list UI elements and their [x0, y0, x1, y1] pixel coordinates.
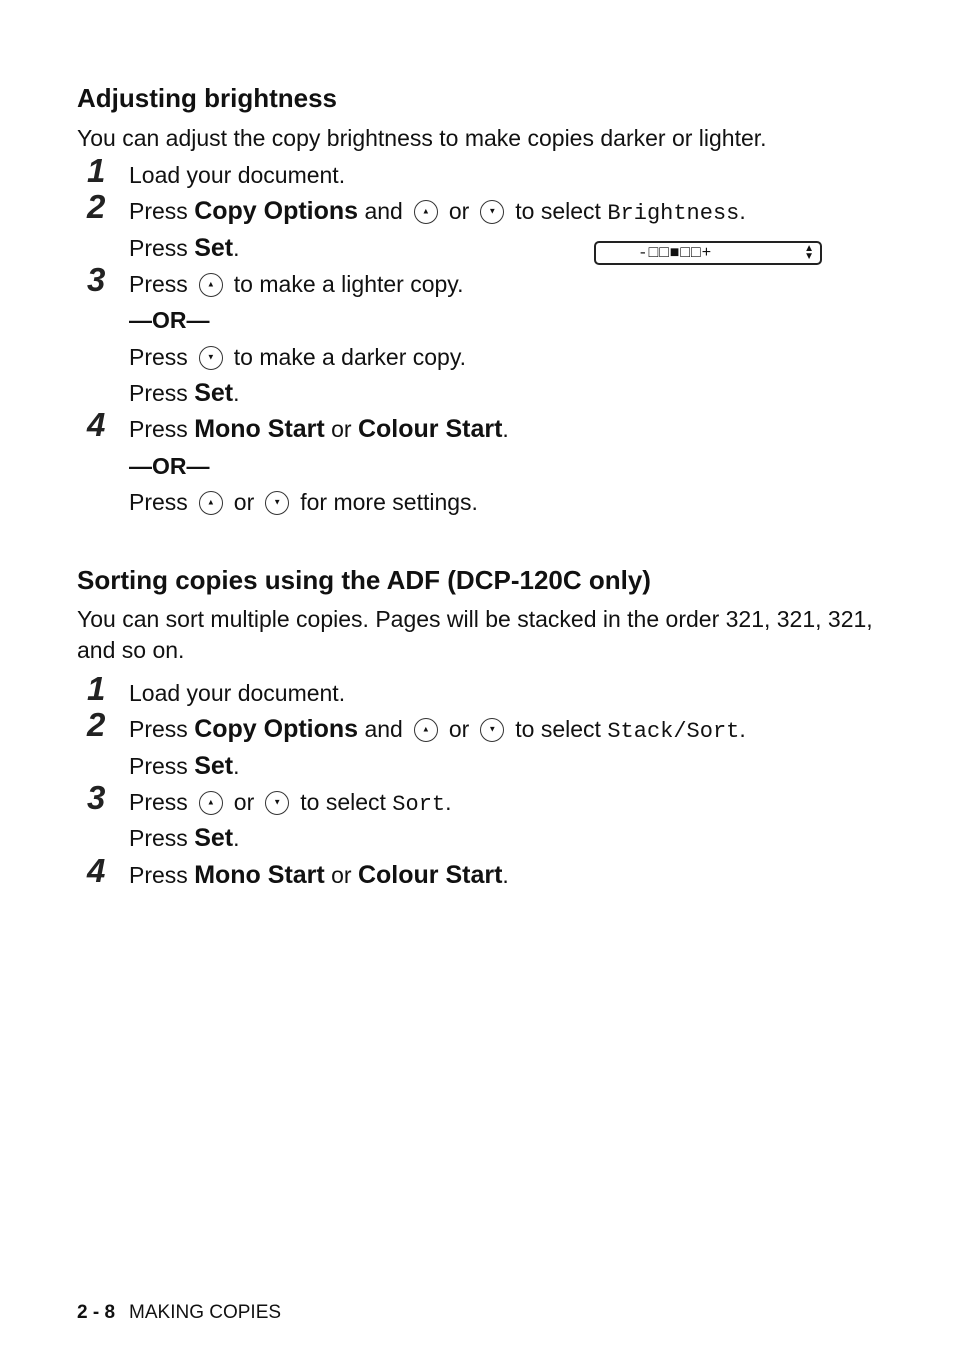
set-key-label: Set: [194, 234, 234, 262]
copy-options-key-label: Copy Options: [194, 197, 359, 225]
down-arrow-key-icon: ▼: [480, 718, 504, 742]
mono-start-key-label: Mono Start: [194, 415, 325, 443]
step-number: 4: [87, 406, 106, 443]
set-key-label: Set: [194, 824, 234, 852]
step-text: Load your document.: [129, 162, 346, 188]
up-arrow-key-icon: ▲: [414, 200, 438, 224]
down-arrow-key-icon: ▼: [265, 491, 289, 515]
step-text: Press Set.: [129, 234, 240, 262]
menu-value: Sort: [392, 792, 446, 817]
up-arrow-key-icon: ▲: [199, 491, 223, 515]
up-down-arrow-icon: ▲ ▼: [804, 243, 814, 262]
down-arrow-key-icon: ▼: [199, 346, 223, 370]
step-number: 2: [87, 188, 106, 225]
page-number: 2 - 8: [77, 1302, 116, 1323]
colour-start-key-label: Colour Start: [357, 415, 503, 443]
down-arrow-key-icon: ▼: [265, 791, 289, 815]
or-separator: —OR—: [129, 453, 210, 479]
section-intro-sorting: You can sort multiple copies. Pages will be stacked in the order 321, 321, 321, and so on.: [77, 606, 873, 663]
step-number: 1: [87, 152, 106, 189]
or-separator: —OR—: [129, 307, 210, 333]
step-text: Press Set.: [129, 752, 240, 780]
step-text: Press Mono Start or Colour Start.: [129, 415, 509, 443]
lcd-brightness-bar: -□□■□□+: [638, 244, 713, 262]
step-text: Load your document.: [129, 680, 346, 706]
section-heading-sorting: Sorting copies using the ADF (DCP-120C only): [77, 565, 651, 595]
step-number: 3: [87, 261, 106, 298]
chapter-title: MAKING COPIES: [129, 1302, 282, 1323]
section-heading-brightness: Adjusting brightness: [77, 83, 337, 113]
step-text: Press Mono Start or Colour Start.: [129, 861, 509, 889]
set-key-label: Set: [194, 379, 234, 407]
up-arrow-key-icon: ▲: [199, 273, 223, 297]
step-text: Press ▲ to make a lighter copy.: [129, 271, 464, 297]
lcd-display: [594, 241, 822, 265]
set-key-label: Set: [194, 752, 234, 780]
step-text: Press Set.: [129, 379, 240, 407]
step-text: Press ▲ or ▼ for more settings.: [129, 489, 478, 515]
section-intro-brightness: You can adjust the copy brightness to make copies darker or lighter.: [77, 125, 767, 151]
step-text: Press Copy Options and ▲ or ▼ to select Brightness.: [129, 197, 746, 226]
step-number: 3: [87, 779, 106, 816]
step-text: Press Set.: [129, 824, 240, 852]
menu-value: Brightness: [607, 201, 740, 226]
step-number: 4: [87, 852, 106, 889]
colour-start-key-label: Colour Start: [357, 861, 503, 889]
up-arrow-key-icon: ▲: [199, 791, 223, 815]
step-text: Press Copy Options and ▲ or ▼ to select Stack/Sort.: [129, 715, 746, 744]
mono-start-key-label: Mono Start: [194, 861, 325, 889]
up-arrow-key-icon: ▲: [414, 718, 438, 742]
step-number: 2: [87, 706, 106, 743]
copy-options-key-label: Copy Options: [194, 715, 359, 743]
step-text: Press ▲ or ▼ to select Sort.: [129, 789, 452, 817]
step-text: Press ▼ to make a darker copy.: [129, 344, 467, 370]
step-number: 1: [87, 670, 106, 707]
down-arrow-key-icon: ▼: [480, 200, 504, 224]
page-footer: [77, 1301, 281, 1325]
menu-value: Stack/Sort: [607, 719, 740, 744]
